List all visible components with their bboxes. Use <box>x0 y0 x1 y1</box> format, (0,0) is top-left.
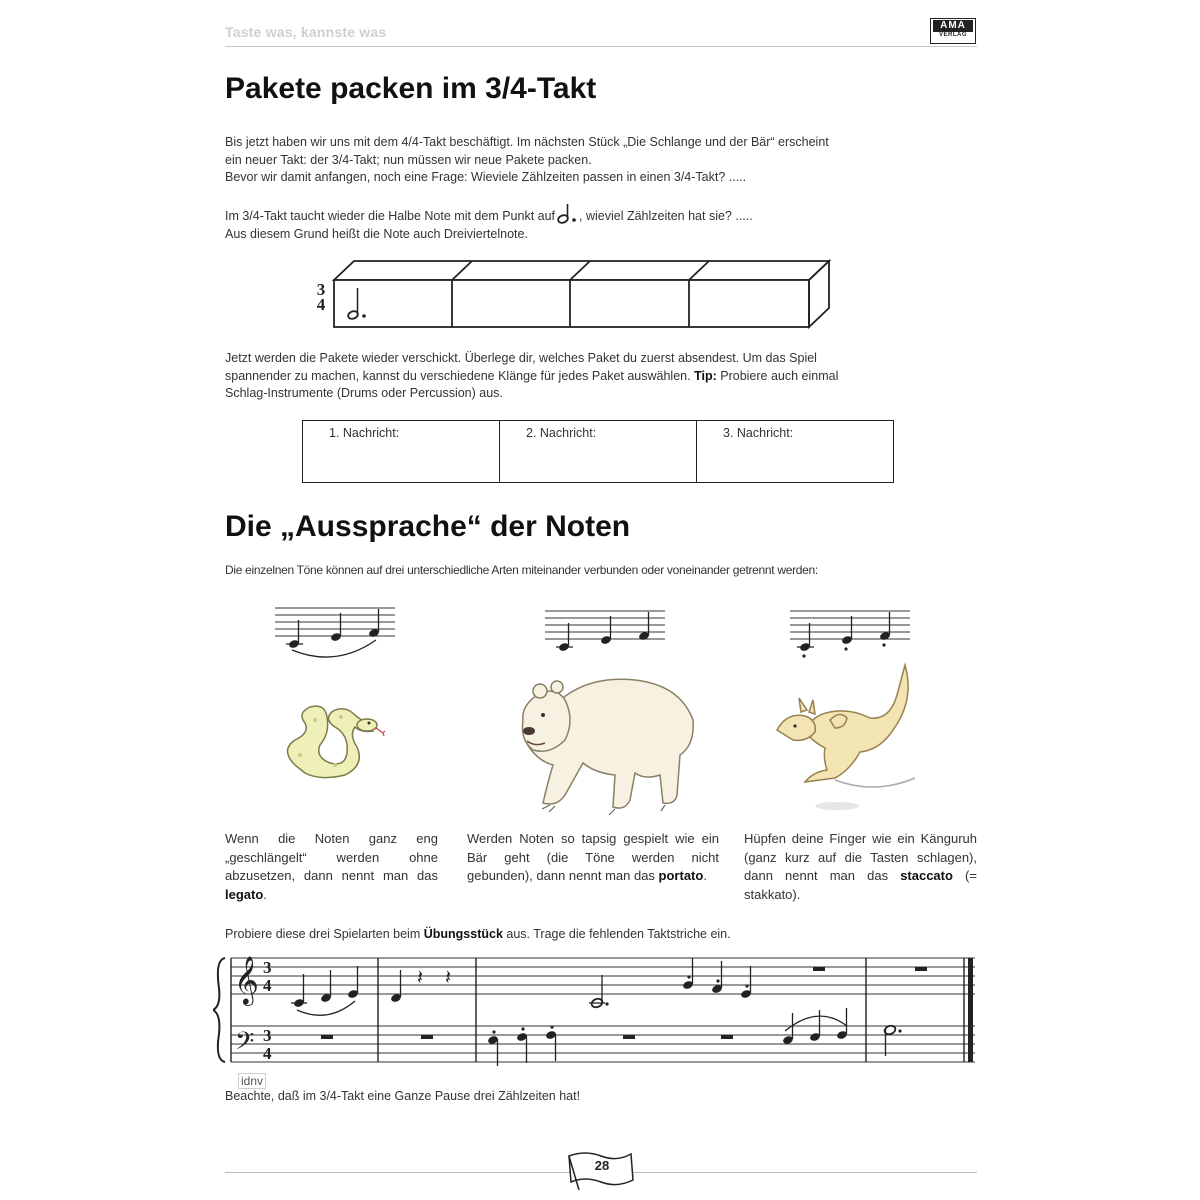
svg-text:𝄽: 𝄽 <box>445 965 452 989</box>
kangaroo-illustration <box>765 660 925 815</box>
message-cell-3[interactable]: 3. Nachricht: <box>697 421 894 483</box>
dotted-half-text-b: , wieviel Zählzeiten hat sie? ..... <box>579 209 753 223</box>
legato-term: legato <box>225 886 264 902</box>
svg-text:4: 4 <box>263 976 272 995</box>
package-boxes <box>332 258 832 330</box>
legato-staff <box>270 600 400 660</box>
articulation-intro: Die einzelnen Töne können auf drei unterschiedliche Arten miteinander verbunden oder voneinander getrennt werden: <box>225 563 818 577</box>
legato-text: Wenn die Noten ganz eng „geschlängelt“ werden ohne abzusetzen, dann nennt man das <box>225 831 438 883</box>
running-header: Taste was, kannste was <box>225 24 387 40</box>
exercise-post: aus. Trage die fehlenden Taktstriche ein. <box>502 927 731 941</box>
send-line: Schlag-Instrumente (Drums oder Percussion) aus. <box>225 386 503 400</box>
send-line: Jetzt werden die Pakete wieder verschickt. Überlege dir, welches Paket du zuerst absendest. Um das Spiel <box>225 351 817 365</box>
intro-line: ein neuer Takt: der 3/4-Takt; nun müssen wir neue Pakete packen. <box>225 152 592 167</box>
logo-top-text: AMA <box>933 20 973 32</box>
intro-line: Bevor wir damit anfangen, noch eine Frage: Wieviele Zählzeiten passen in einen 3/4-Takt? ..... <box>225 170 747 184</box>
exercise-instruction <box>225 926 731 944</box>
intro-line: Bis jetzt haben wir uns mit dem 4/4-Takt beschäftigt. Im nächsten Stück „Die Schlange und der Bär“ erscheint <box>225 135 829 149</box>
whole-rest-note: Beachte, daß im 3/4-Takt eine Ganze Pause drei Zählzeiten hat! <box>225 1089 581 1103</box>
portato-text: Werden Noten so tapsig gespielt wie ein Bär geht (die Töne werden nicht gebunden), dann nennt man das <box>467 831 719 883</box>
time-sig-top: 3 <box>316 280 326 299</box>
snake-illustration <box>275 695 390 780</box>
portato-staff <box>540 605 670 655</box>
dotted-half-note-icon <box>555 209 579 223</box>
send-packages-paragraph <box>225 350 977 403</box>
portato-column <box>467 830 719 886</box>
dotted-half-paragraph <box>225 204 985 243</box>
svg-text:𝄞: 𝄞 <box>234 955 259 1004</box>
messages-table <box>302 420 894 483</box>
svg-text:4: 4 <box>263 1044 272 1063</box>
svg-text:3: 3 <box>263 1026 272 1045</box>
exercise-pre: Probiere diese drei Spielarten beim <box>225 927 424 941</box>
bear-illustration <box>495 665 700 820</box>
intro-paragraph <box>225 134 985 187</box>
exercise-term: Übungsstück <box>423 927 503 941</box>
svg-text:3: 3 <box>263 958 272 977</box>
staccato-text: Hüpfen deine Finger wie ein Känguruh (ganz kurz auf die Tasten schlagen), dann nennt man das <box>744 831 977 883</box>
svg-text:𝄽: 𝄽 <box>417 965 424 989</box>
send-line: spannender zu machen, kannst du verschiedene Klänge für jedes Paket auswählen. <box>225 368 691 383</box>
staccato-staff <box>785 605 915 660</box>
staccato-term: staccato <box>900 868 953 883</box>
svg-text:𝄢: 𝄢 <box>235 1027 255 1062</box>
section2-heading: Die „Aussprache“ der Noten <box>225 510 631 543</box>
portato-post: . <box>703 868 707 883</box>
header-rule <box>225 46 977 47</box>
footer-rule-right <box>632 1172 977 1173</box>
tip-label: Tip: <box>694 368 717 383</box>
portato-term: portato <box>658 868 704 883</box>
time-sig-bottom: 4 <box>316 295 326 314</box>
watermark-tag: idnv <box>238 1073 266 1089</box>
staccato-post: (= stakkato). <box>744 868 977 902</box>
footer-rule-left <box>225 1172 570 1173</box>
legato-post: . <box>263 886 267 902</box>
tip-text: Probiere auch einmal <box>716 368 839 383</box>
dotted-half-text-c: Aus diesem Grund heißt die Note auch Dreiviertelnote. <box>225 226 528 241</box>
legato-column <box>225 830 438 904</box>
section1-heading: Pakete packen im 3/4-Takt <box>225 72 597 105</box>
staccato-column <box>744 830 977 904</box>
grand-staff-exercise <box>213 948 983 1073</box>
dotted-half-text-a: Im 3/4-Takt taucht wieder die Halbe Note mit dem Punkt auf <box>225 209 556 223</box>
page-number: 28 <box>594 1158 610 1173</box>
message-cell-2[interactable]: 2. Nachricht: <box>500 421 697 483</box>
logo-bottom-text: VERLAG <box>938 32 967 38</box>
message-cell-1[interactable]: 1. Nachricht: <box>303 421 500 483</box>
publisher-logo <box>930 18 976 44</box>
